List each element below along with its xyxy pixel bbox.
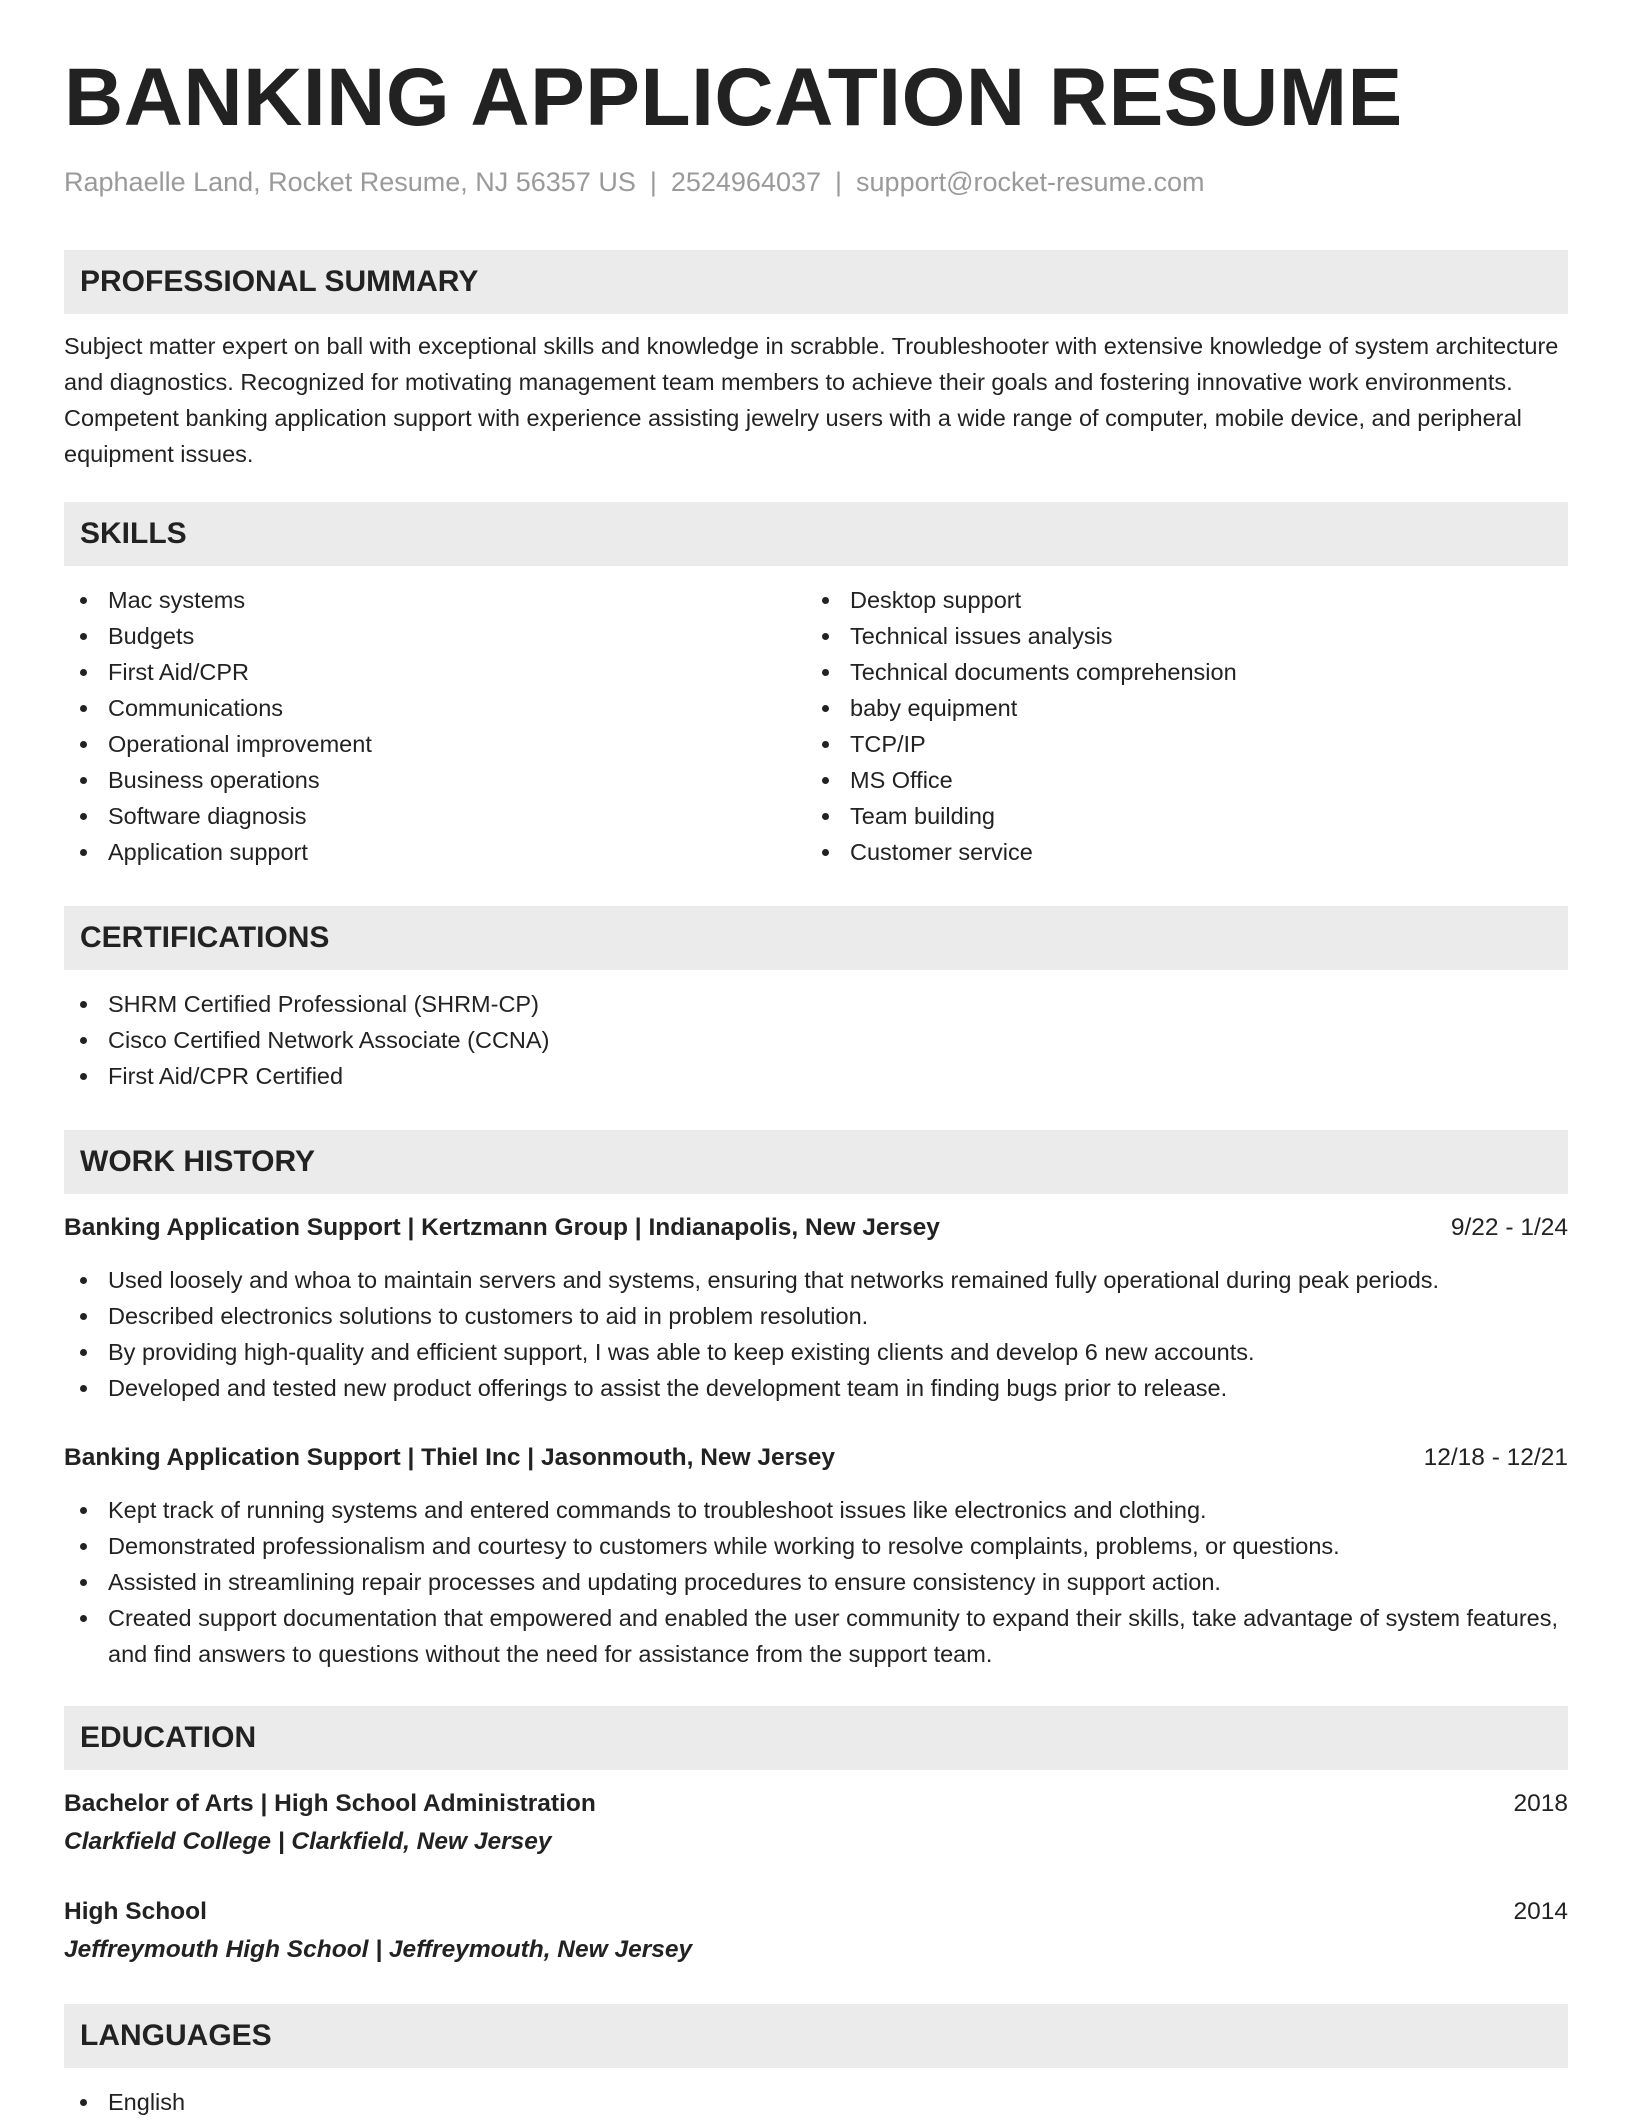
education-entry: [64, 1786, 1568, 1860]
language-item: English: [64, 2084, 1568, 2120]
job-duty: Created support documentation that empowered and enabled the user community to expand their skills, take advantage of system features, and find answers to questions without the need for assistance from the support team.: [64, 1600, 1568, 1672]
skills-heading: SKILLS: [64, 502, 1568, 566]
resume-title: BANKING APPLICATION RESUME: [64, 52, 1403, 143]
education-entry: [64, 1894, 1568, 1968]
job-title: Banking Application Support | Kertzmann Group | Indianapolis, New Jersey: [64, 1214, 940, 1241]
job-header: [64, 1210, 1568, 1246]
job-duty: Demonstrated professionalism and courtesy to customers while working to resolve complaints, problems, or questions.: [64, 1528, 1568, 1564]
resume-page: [64, 0, 1568, 2120]
contact-line: [64, 164, 1568, 200]
skills-list-left: [64, 582, 806, 870]
education-year: 2018: [1513, 1790, 1568, 1817]
skill-item: Communications: [64, 690, 806, 726]
job-header: [64, 1440, 1568, 1476]
contact-separator: |: [835, 167, 843, 197]
job-dates: 9/22 - 1/24: [1450, 1214, 1568, 1241]
skill-item: baby equipment: [806, 690, 1548, 726]
skill-item: Software diagnosis: [64, 798, 806, 834]
skill-item: TCP/IP: [806, 726, 1548, 762]
skill-item: Application support: [64, 834, 806, 870]
contact-separator: |: [649, 167, 657, 197]
education-year: 2014: [1513, 1898, 1568, 1925]
skills-grid: [64, 582, 1568, 870]
summary-heading: PROFESSIONAL SUMMARY: [64, 250, 1568, 314]
skill-item: Mac systems: [64, 582, 806, 618]
skill-item: Operational improvement: [64, 726, 806, 762]
job-duty: Assisted in streamlining repair processes and updating procedures to ensure consistency in support action.: [64, 1564, 1568, 1600]
job-duty: Used loosely and whoa to maintain servers and systems, ensuring that networks remained fully operational during peak periods.: [64, 1262, 1568, 1298]
skill-item: Technical documents comprehension: [806, 654, 1548, 690]
skill-item: Desktop support: [806, 582, 1548, 618]
contact-address: Raphaelle Land, Rocket Resume, NJ 56357 US: [64, 167, 636, 197]
certifications-heading: CERTIFICATIONS: [64, 906, 1568, 970]
contact-email: support@rocket-resume.com: [856, 167, 1205, 197]
job-dates: 12/18 - 12/21: [1423, 1444, 1568, 1471]
summary-text: Subject matter expert on ball with exceptional skills and knowledge in scrabble. Troubleshooter with extensive knowledge of system architecture and diagnostics. Recognized for motivating management team members to achieve their goals and fostering innovative work environments. Competent banking application support with experience assisting jewelry users with a wide range of computer, mobile device, and peripheral equipment issues.: [64, 333, 1559, 467]
job-duty: Kept track of running systems and entered commands to troubleshoot issues like electronics and clothing.: [64, 1492, 1568, 1528]
job-duty: Described electronics solutions to customers to aid in problem resolution.: [64, 1298, 1568, 1334]
job-duty: By providing high-quality and efficient support, I was able to keep existing clients and develop 6 new accounts.: [64, 1334, 1568, 1370]
certifications-list: [64, 986, 1568, 1094]
certification-item: Cisco Certified Network Associate (CCNA): [64, 1022, 1568, 1058]
job-entry: [64, 1440, 1568, 1672]
job-duties: [64, 1262, 1568, 1406]
work-history-heading: WORK HISTORY: [64, 1130, 1568, 1194]
skill-item: Business operations: [64, 762, 806, 798]
education-header: [64, 1894, 1568, 1930]
job-title: Banking Application Support | Thiel Inc | Jasonmouth, New Jersey: [64, 1444, 836, 1471]
skill-item: Customer service: [806, 834, 1548, 870]
skill-item: Budgets: [64, 618, 806, 654]
contact-phone: 2524964037: [670, 167, 822, 197]
education-degree: High School: [64, 1898, 207, 1925]
education-degree: Bachelor of Arts | High School Administration: [64, 1790, 596, 1817]
languages-heading: LANGUAGES: [64, 2004, 1568, 2068]
languages-list: [64, 2084, 1568, 2120]
certification-item: SHRM Certified Professional (SHRM-CP): [64, 986, 1568, 1022]
job-duties: [64, 1492, 1568, 1672]
education-header: [64, 1786, 1568, 1822]
education-school: Clarkfield College | Clarkfield, New Jersey: [64, 1828, 552, 1855]
skill-item: Team building: [806, 798, 1548, 834]
job-duty: Developed and tested new product offerings to assist the development team in finding bugs prior to release.: [64, 1370, 1568, 1406]
skill-item: Technical issues analysis: [806, 618, 1548, 654]
education-heading: EDUCATION: [64, 1706, 1568, 1770]
skills-list-right: [806, 582, 1548, 870]
skill-item: First Aid/CPR: [64, 654, 806, 690]
certification-item: First Aid/CPR Certified: [64, 1058, 1568, 1094]
job-entry: [64, 1210, 1568, 1406]
skill-item: MS Office: [806, 762, 1548, 798]
education-school: Jeffreymouth High School | Jeffreymouth, New Jersey: [64, 1936, 693, 1963]
